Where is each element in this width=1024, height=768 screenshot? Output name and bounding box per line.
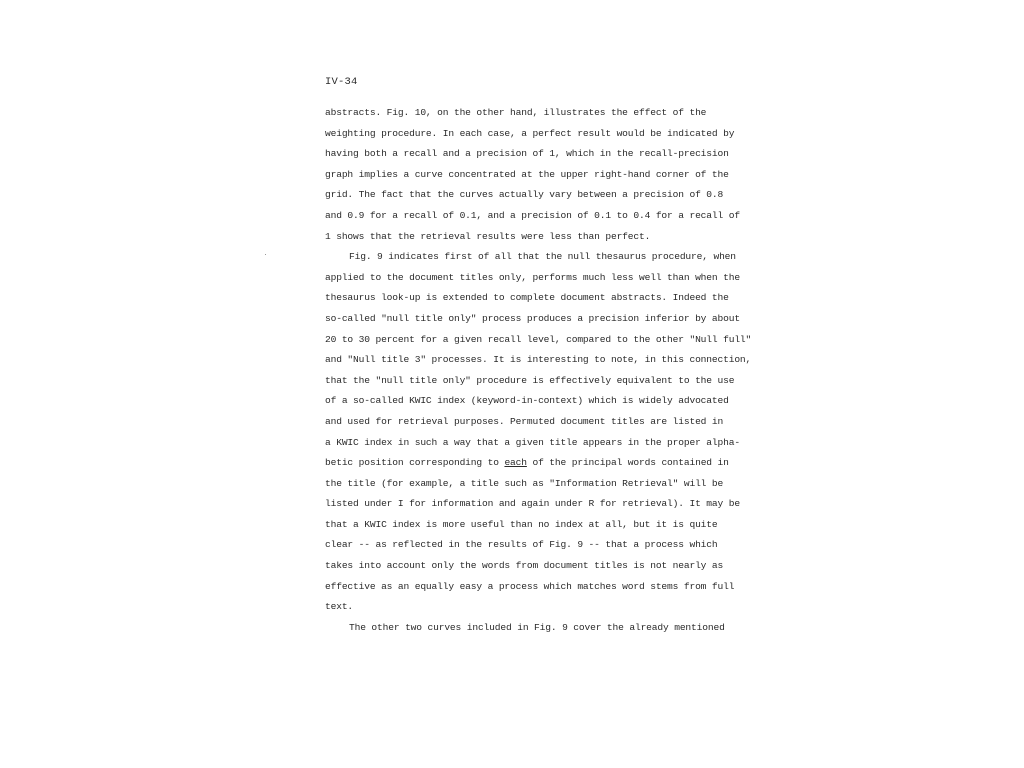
text-line: text. xyxy=(325,601,354,613)
text-line: that a KWIC index is more useful than no index at all, but it is quite xyxy=(325,518,718,530)
text-line: Fig. 9 indicates first of all that the null thesaurus procedure, when xyxy=(349,251,736,263)
underlined-word: each xyxy=(504,457,527,469)
text-line: so-called "null title only" process produces a precision inferior by about xyxy=(325,312,740,324)
text-line: weighting procedure. In each case, a perfect result would be indicated by xyxy=(325,127,735,139)
text-line: betic position corresponding to each of the principal words contained in xyxy=(325,457,729,469)
text-line: grid. The fact that the curves actually vary between a precision of 0.8 xyxy=(325,189,724,201)
text-line: clear -- as reflected in the results of Fig. 9 -- that a process which xyxy=(325,539,718,551)
text-line: applied to the document titles only, performs much less well than when the xyxy=(325,271,740,283)
scan-speck xyxy=(265,254,266,255)
text-line: effective as an equally easy a process which matches word stems from full xyxy=(325,580,735,592)
text-line: having both a recall and a precision of 1, which in the recall-precision xyxy=(325,148,729,160)
text-line: The other two curves included in Fig. 9 cover the already mentioned xyxy=(349,621,725,633)
text-line: thesaurus look-up is extended to complete document abstracts. Indeed the xyxy=(325,292,729,304)
page-number: IV-34 xyxy=(325,76,358,88)
body-text xyxy=(325,106,752,641)
text-line: and 0.9 for a recall of 0.1, and a precision of 0.1 to 0.4 for a recall of xyxy=(325,209,740,221)
text-line: takes into account only the words from document titles is not nearly as xyxy=(325,560,724,572)
text-line: 20 to 30 percent for a given recall level, compared to the other "Null full" xyxy=(325,333,752,345)
text-line: and used for retrieval purposes. Permuted document titles are listed in xyxy=(325,415,724,427)
text-line: graph implies a curve concentrated at the upper right-hand corner of the xyxy=(325,168,729,180)
text-line: 1 shows that the retrieval results were less than perfect. xyxy=(325,230,651,242)
text-line: listed under I for information and again under R for retrieval). It may be xyxy=(325,498,740,510)
text-line: a KWIC index in such a way that a given title appears in the proper alpha- xyxy=(325,436,740,448)
text-line: of a so-called KWIC index (keyword-in-context) which is widely advocated xyxy=(325,395,729,407)
text-line: that the "null title only" procedure is effectively equivalent to the use xyxy=(325,374,735,386)
text-line: abstracts. Fig. 10, on the other hand, illustrates the effect of the xyxy=(325,107,707,118)
text-line: the title (for example, a title such as "Information Retrieval" will be xyxy=(325,477,724,489)
text-line: and "Null title 3" processes. It is interesting to note, in this connection, xyxy=(325,354,752,366)
